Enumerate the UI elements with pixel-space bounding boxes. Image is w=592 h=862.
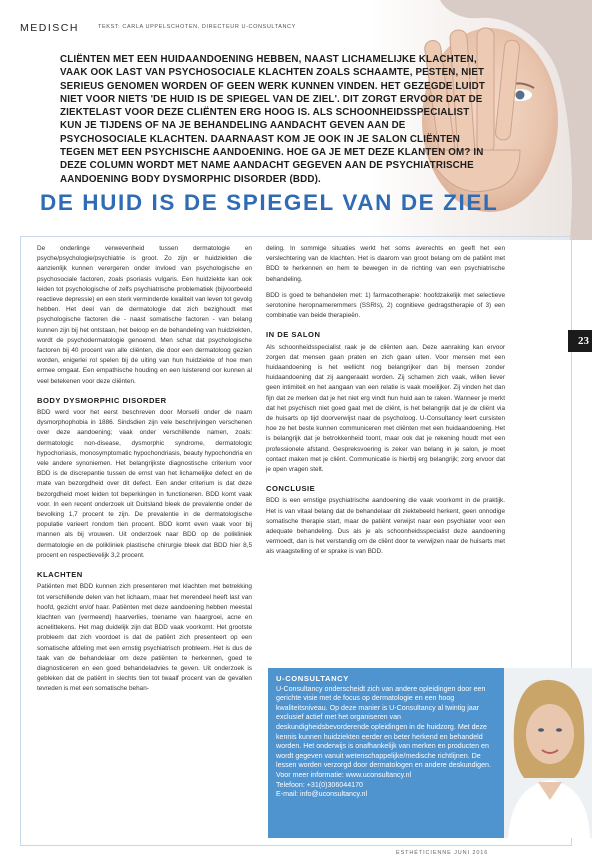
- paragraph: BDD werd voor het eerst beschreven door Morselli onder de naam dysmorphophobia in 1886. Sindsdien zijn vele beschrijvingen verschenen over deze aandoening; vaak onder verschillende namen, zoals: dermatologic non-disease, dysmorphic syndrome, dermatologic hypochoriasis, monosymptomatic hypochondriasis, beauty hypochondria en vele andere synoniemen. Het belangrijkste diagnostische criterium voor BDD is de discrepantie tussen de ernst van het lichamelijke defect en de mate van bezorgdheid over dit defect. Een ander criterium is dat deze bezorgdheid moet leiden tot beperkingen in functioneren. BDD komt vaak voor. In een recent onderzoek uit Duitsland bleek de prevalentie onder de bevolking 1,7 procent te zijn. De prevalentie in de dermatologische populatie varieert rondom tien procent. BDD komt even vaak voor bij mannen als bij vrouwen. Uit onderzoek naar BDD op de polikliniek dermatologie en de polikliniek plastische chirurgie bleek dat BDD hier 8,5 procent en respectievelijk 3,2 procent.: [37, 409, 252, 559]
- info-box-heading: U-CONSULTANCY: [276, 674, 349, 683]
- page-number: 23: [568, 330, 592, 352]
- info-box-phone: Telefoon: +31(0)306044170: [276, 780, 363, 789]
- article-column-2: [266, 244, 505, 662]
- info-box-email[interactable]: E-mail: info@uconsultancy.nl: [276, 790, 368, 799]
- paragraph: De onderlinge verwevenheid tussen dermatologie en psyche/psychologie/psychiatrie is groot. Zo zijn er huidziekten die aanzienlijk kunnen verergeren onder invloed van psychologische en psychosociale factoren, zoals psoriasis vulgaris. Een huidziekte kan ook leiden tot psychologische of zelfs psychiatrische problematiek (bijvoorbeeld reactieve depressie) en een sterk verminderde kwaliteit van leven tot gevolg hebben. Het deel van de dermatologie dat zich bezighoudt met psychologische factoren die - naast somatische factoren - van belang kunnen zijn bij het ontstaan, het beloop en de behandeling van huidziekten, wordt de psychodermatologie genoemd. Men schat dat psychologische factoren bij 40 procent van alle cliënten, die door een dermatoloog gezien worden, enigerlei rol spelen bij de uiting van hun huidziekte of hoe men ermee omgaat. Een empathische houding en een luisterend oor kunnen al veel betekenen voor deze cliënten.: [37, 245, 252, 385]
- intro-text: CLIËNTEN MET EEN HUIDAANDOENING HEBBEN, NAAST LICHAMELIJKE KLACHTEN, VAAK OOK LAST VAN PSYCHOSOCIALE KLACHTEN ZOALS SCHAAMTE, PESTEN, NIET SERIEUS GENOMEN WORDEN OF GEEN WERK KUNNEN VINDEN. HET GEZEGDE LUIDT NIET VOOR NIETS 'DE HUID IS DE SPIEGEL VAN DE ZIEL'. DIT ZORGT ERVOOR DAT DE ZIEKTELAST VOOR DEZE CLIËNTEN ERG HOOG IS. ALS SCHOONHEIDSSPECIALIST KUN JE TIJDENS OF NA JE BEHANDELING AANDACHT GEVEN AAN DE PSYCHOSOCIALE KLACHTEN. DAARNAAST KOM JE OOK IN JE SALON CLIËNTEN TEGEN MET EEN PSYCHISCHE AANDOENING. HOE GA JE MET DEZE KLANTEN OM? IN DEZE COLUMN WORDT MET NAME AANDACHT GEGEVEN AAN DE PSYCHIATRISCHE AANDOENING BODY DYSMORPHIC DISORDER (BDD).: [60, 54, 485, 185]
- paragraph: BDD is een ernstige psychiatrische aandoening die vaak voorkomt in de praktijk. Het is van vitaal belang dat de behandelaar dit ziektebeeld herkent, geen onnodige somatische therapie start, maar de patiënt verwijst naar een psychiater voor een adequate behandeling. Dus als je als schoonheidsspecialist deze aandoening vermoedt, dan is het verstandig om de cliënt door te verwijzen naar de huisarts met als vraagstelling of er sprake is van BDD.: [266, 497, 505, 556]
- info-box-body: U-Consultancy onderscheidt zich van andere opleidingen door een gerichte visie met de focus op dermatologie en een hoog kwaliteitsniveau. Op deze manier is U-Consultancy al twintig jaar exclusief actief met het organiseren van deskundigheidsbevorderende opleidingen in de huidzorg. Met deze kennis kunnen huidziekten eerder en beter herkend en behandeld worden. Het onderwijs is onafhankelijk van merken en producten en wordt gegeven vanuit wetenschappelijke/medische richtlijnen. De lessen worden verzorgd door dermatologen en andere deskundigen.: [276, 684, 491, 770]
- paragraph: BDD is goed te behandelen met: 1) farmacotherapie: hoofdzakelijk met selectieve serotonine heropnameremmers (SSRIs), 2) cognitieve gedragstherapie of 3) een combinatie van beide therapieën.: [266, 291, 505, 320]
- author-credit: TEKST: CARLA UPPELSCHOTEN, DIRECTEUR U-CONSULTANCY: [98, 24, 296, 30]
- paragraph: deling. In sommige situaties werkt het soms averechts en geeft het een verslechtering van de klachten. Het is daarom van groot belang om de patiënt met BDD te herkennen en hem te bewegen in de richting van een psychiatrische behandeling.: [266, 245, 505, 283]
- article-column-1: [37, 244, 252, 842]
- section-heading-conclusie: CONCLUSIE: [266, 484, 316, 494]
- section-label: MEDISCH: [20, 22, 79, 34]
- info-box: [268, 668, 504, 838]
- info-box-website[interactable]: Voor meer informatie: www.uconsultancy.nl: [276, 770, 412, 779]
- paragraph: Als schoonheidsspecialist raak je de cliënten aan. Deze aanraking kan ervoor zorgen dat mensen gaan praten en zich gaan uiten. Voor mensen met een huidaandoening is het wellicht nog belangrijker dan bij mensen zonder huidaandoening dat zij aangeraakt worden. Zij schamen zich vaak, willen liever geen intimiteit en het aangaan van een relatie is vaak moeilijker. Zij vinden het dan fijn dat ze merken dat je het niet erg vindt hun huid aan te raken. Wanneer je merkt dat het psychisch niet goed gaat met de cliënt, is het belangrijk dat je de cliënt via de huisarts op tijd doorverwijst naar de psycholoog. U-Consultancy leert cursisten hoe ze het beste kunnen communiceren met cliënten met een huidaandoening. Het is belangrijk dat je betrokkenheid toont, maar ook dat je rekening houdt met een professionele afstand. Gespreksvoering is zeker van belang in je salon, je moet contact maken met je cliënt. Communicatie is hierbij erg belangrijk; zorg ervoor dat je open vragen stelt.: [266, 343, 505, 474]
- paragraph: Patiënten met BDD kunnen zich presenteren met klachten met betrekking tot verschillende delen van het lichaam, maar het merendeel heeft last van hoofd, gezicht en/of haar. Patiënten met deze aandoening hebben meestal klachten van (vermeend) haarverlies, toename van haargroei, acne en acnelittekens. Het mag duidelijk zijn dat BDD vaak voorkomt. Het grootste probleem dat zich voordoet is dat de patiënt zich presenteert op een somatische afdeling met een ernstig psychiatrisch probleem. Het is dus de taak van de behandelaar om deze patiënten te herkennen, goed te diagnosticeren en een goed behandeladvies te geven. Uit onderzoek is gebleken dat de patiënt in slechts tien tot twaalf procent van de gevallen tevreden is met een somatische behan-: [37, 583, 252, 693]
- section-heading-klachten: KLACHTEN: [37, 570, 83, 580]
- section-heading-salon: IN DE SALON: [266, 330, 321, 340]
- section-heading-bdd: BODY DYSMORPHIC DISORDER: [37, 395, 167, 405]
- author-portrait: [504, 668, 592, 838]
- page-footer: ESTHÉTICIENNE JUNI 2016: [396, 850, 489, 856]
- article-title: DE HUID IS DE SPIEGEL VAN DE ZIEL: [40, 190, 499, 215]
